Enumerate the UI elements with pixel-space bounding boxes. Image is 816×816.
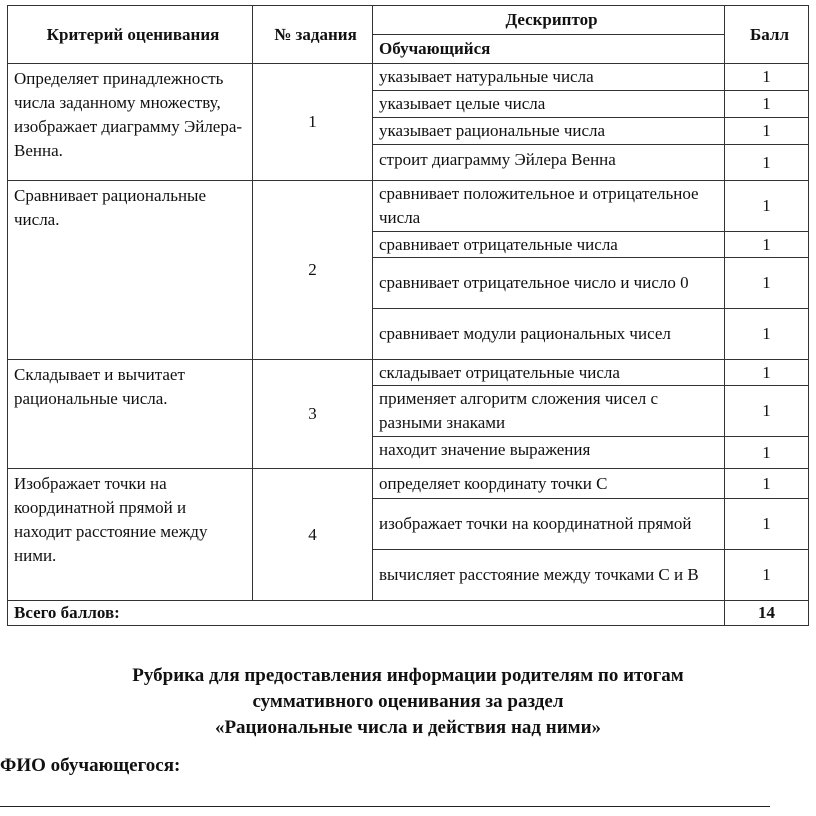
score-cell: 1 — [725, 91, 809, 118]
descriptor-cell: находит значение выражения — [373, 437, 725, 469]
descriptor-cell: указывает целые числа — [373, 91, 725, 118]
descriptor-cell: изображает точки на координатной прямой — [373, 499, 725, 550]
descriptor-cell: строит диаграмму Эйлера Венна — [373, 145, 725, 181]
score-cell: 1 — [725, 437, 809, 469]
rubric-table — [7, 5, 809, 626]
descriptor-cell: указывает натуральные числа — [373, 64, 725, 91]
score-cell: 1 — [725, 232, 809, 258]
student-name-label: ФИО обучающегося: — [0, 755, 181, 776]
score-cell: 1 — [725, 258, 809, 309]
score-cell: 1 — [725, 386, 809, 437]
task-number: 3 — [253, 360, 373, 469]
descriptor-cell: сравнивает положительное и отрицательное числа — [373, 181, 725, 232]
table-row — [8, 181, 809, 232]
score-cell: 1 — [725, 360, 809, 386]
criterion-cell: Определяет принадлежность числа заданному множеству, изображает диаграмму Эйлера-Венна. — [8, 64, 253, 181]
table-row — [8, 64, 809, 91]
header-score: Балл — [725, 6, 809, 64]
header-descriptor: Дескриптор — [373, 6, 725, 35]
score-cell: 1 — [725, 469, 809, 499]
criterion-cell: Складывает и вычитает рациональные числа. — [8, 360, 253, 469]
total-value: 14 — [725, 601, 809, 626]
student-name-line — [0, 806, 770, 807]
score-cell: 1 — [725, 145, 809, 181]
score-cell: 1 — [725, 550, 809, 601]
heading-line-3: «Рациональные числа и действия над ними» — [214, 717, 602, 738]
descriptor-cell: указывает рациональные числа — [373, 118, 725, 145]
header-task: № задания — [253, 6, 373, 64]
table-row — [8, 469, 809, 499]
header-criterion: Критерий оценивания — [8, 6, 253, 64]
heading-line-1: Рубрика для предоставления информации родителям по итогам — [132, 665, 684, 686]
descriptor-cell: складывает отрицательные числа — [373, 360, 725, 386]
descriptor-cell: применяет алгоритм сложения чисел с разными знаками — [373, 386, 725, 437]
descriptor-cell: определяет координату точки C — [373, 469, 725, 499]
descriptor-cell: вычисляет расстояние между точками C и B — [373, 550, 725, 601]
score-cell: 1 — [725, 64, 809, 91]
score-cell: 1 — [725, 499, 809, 550]
total-label: Всего баллов: — [8, 601, 725, 626]
score-cell: 1 — [725, 181, 809, 232]
score-cell: 1 — [725, 309, 809, 360]
criterion-cell: Изображает точки на координатной прямой и находит расстояние между ними. — [8, 469, 253, 601]
document-heading — [0, 663, 816, 741]
header-learner: Обучающийся — [373, 35, 725, 64]
task-number: 1 — [253, 64, 373, 181]
descriptor-cell: сравнивает модули рациональных чисел — [373, 309, 725, 360]
descriptor-cell: сравнивает отрицательные числа — [373, 232, 725, 258]
total-row — [8, 601, 809, 626]
table-row — [8, 360, 809, 386]
criterion-cell: Сравнивает рациональные числа. — [8, 181, 253, 360]
task-number: 2 — [253, 181, 373, 360]
heading-line-2: суммативного оценивания за раздел — [252, 691, 564, 712]
descriptor-cell: сравнивает отрицательное число и число 0 — [373, 258, 725, 309]
score-cell: 1 — [725, 118, 809, 145]
task-number: 4 — [253, 469, 373, 601]
